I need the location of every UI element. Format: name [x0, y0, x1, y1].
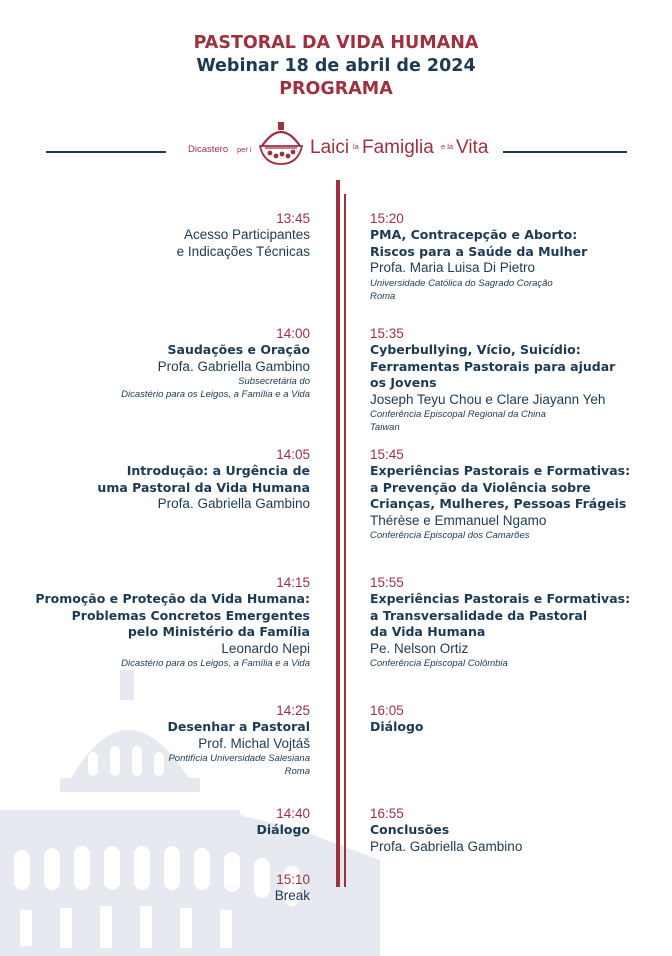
schedule-item [35, 574, 310, 670]
logo-per-i: per i [237, 145, 252, 154]
timeline-divider-thin [344, 194, 346, 887]
item-speaker: Profa. Maria Luisa Di Pietro [370, 260, 536, 275]
schedule-item [97, 446, 310, 513]
item-title: PMA, Contracepção e Aborto: [370, 227, 578, 242]
item-time: 15:35 [370, 326, 404, 341]
item-speaker: Leonardo Nepi [221, 640, 310, 656]
logo-row [0, 120, 672, 170]
item-affiliation: Roma [284, 766, 310, 777]
item-title: Diálogo [370, 719, 424, 734]
header-title: PASTORAL DA VIDA HUMANA [193, 33, 479, 53]
schedule-item [256, 805, 310, 839]
item-title: Conclusões [370, 822, 450, 837]
item-affiliation: Dicastério para os Leigos, a Família e a Vida [121, 658, 310, 669]
item-text: Acesso Participantes [183, 227, 310, 242]
item-time: 13:45 [276, 211, 310, 226]
item-speaker: Prof. Michal Vojtáš [198, 735, 310, 751]
item-speaker: Profa. Gabriella Gambino [157, 496, 310, 511]
item-text: e Indicações Técnicas [176, 243, 310, 259]
schedule-item [370, 574, 630, 670]
item-time: 14:05 [276, 447, 310, 462]
item-title: uma Pastoral da Vida Humana [97, 479, 310, 495]
schedule-item [168, 702, 310, 778]
document-header [0, 32, 672, 101]
item-title: Riscos para a Saúde da Mulher [370, 243, 588, 259]
item-affiliation: Universidade Católica do Sagrado Coração [370, 277, 553, 289]
logo-vita: Vita [456, 137, 489, 158]
item-title: Experiências Pastorais e Formativas: [370, 591, 631, 606]
item-title: Promoção e Proteção da Vida Humana: [35, 591, 310, 606]
schedule-item [121, 325, 310, 401]
item-time: 16:05 [370, 703, 404, 718]
logo-famiglia: Famiglia [362, 137, 434, 158]
schedule-item [370, 702, 424, 736]
item-time: 15:20 [370, 211, 404, 226]
item-time: 14:00 [276, 326, 310, 341]
dicastery-logo [188, 120, 488, 170]
logo-laici: Laici [310, 137, 350, 158]
schedule-item [370, 805, 522, 855]
logo-divider-right [503, 151, 627, 153]
item-text: Break [274, 888, 310, 903]
item-time: 14:40 [276, 806, 310, 821]
item-speaker: Pe. Nelson Ortiz [370, 640, 469, 656]
item-time: 15:45 [370, 447, 404, 462]
logo-e-la: e la [441, 142, 454, 151]
schedule-item [370, 325, 615, 434]
item-affiliation: Taiwan [370, 422, 400, 433]
item-title: pelo Ministério da Família [127, 624, 310, 639]
schedule-item [275, 871, 310, 905]
item-speaker: Profa. Gabriella Gambino [370, 838, 523, 854]
schedule-item [370, 446, 630, 542]
item-title: os Jovens [370, 375, 437, 390]
dicastery-emblem-icon [254, 120, 308, 166]
item-affiliation: Dicastério para os Leigos, a Família e a Vida [121, 389, 310, 400]
item-affiliation: Pontifícia Universidade Salesiana [168, 753, 310, 764]
header-program: PROGRAMA [279, 79, 393, 99]
logo-la: la [353, 142, 359, 151]
item-title: Introdução: a Urgência de [126, 463, 310, 478]
item-title: Experiências Pastorais e Formativas: [370, 463, 631, 478]
item-title: Problemas Concretos Emergentes [71, 607, 310, 623]
item-time: 15:10 [276, 872, 310, 887]
item-title: a Transversalidade da Pastoral [370, 607, 588, 623]
item-speaker: Joseph Teyu Chou e Clare Jiayann Yeh [370, 391, 606, 407]
timeline-divider [336, 180, 340, 887]
item-title: Cyberbullying, Vício, Suicídio: [370, 342, 581, 357]
item-time: 14:15 [276, 575, 310, 590]
item-title: Diálogo [256, 822, 310, 837]
header-subtitle: Webinar 18 de abril de 2024 [196, 56, 476, 76]
item-title: a Prevenção da Violência sobre [370, 479, 591, 495]
item-affiliation: Conferência Episcopal Regional da China [370, 409, 546, 420]
item-affiliation: Roma [370, 290, 396, 302]
item-speaker: Thérèse e Emmanuel Ngamo [370, 512, 547, 528]
item-affiliation: Subsecretária do [238, 376, 310, 387]
item-title: Crianças, Mulheres, Pessoas Frágeis [370, 496, 627, 511]
item-affiliation: Conferência Episcopal dos Camarões [370, 530, 530, 541]
schedule-item [370, 210, 587, 303]
item-speaker: Profa. Gabriella Gambino [157, 358, 310, 374]
logo-divider-left [46, 151, 166, 153]
item-time: 15:55 [370, 575, 404, 590]
item-title: Desenhar a Pastoral [167, 719, 310, 734]
schedule-item [177, 210, 310, 260]
item-title: da Vida Humana [370, 624, 486, 639]
logo-dicastero: Dicastero [188, 144, 229, 155]
item-title: Ferramentas Pastorais para ajudar [370, 358, 616, 374]
item-time: 16:55 [370, 806, 404, 821]
item-affiliation: Conferência Episcopal Colômbia [370, 658, 508, 669]
item-title: Saudações e Oração [167, 342, 310, 357]
item-time: 14:25 [276, 703, 310, 718]
